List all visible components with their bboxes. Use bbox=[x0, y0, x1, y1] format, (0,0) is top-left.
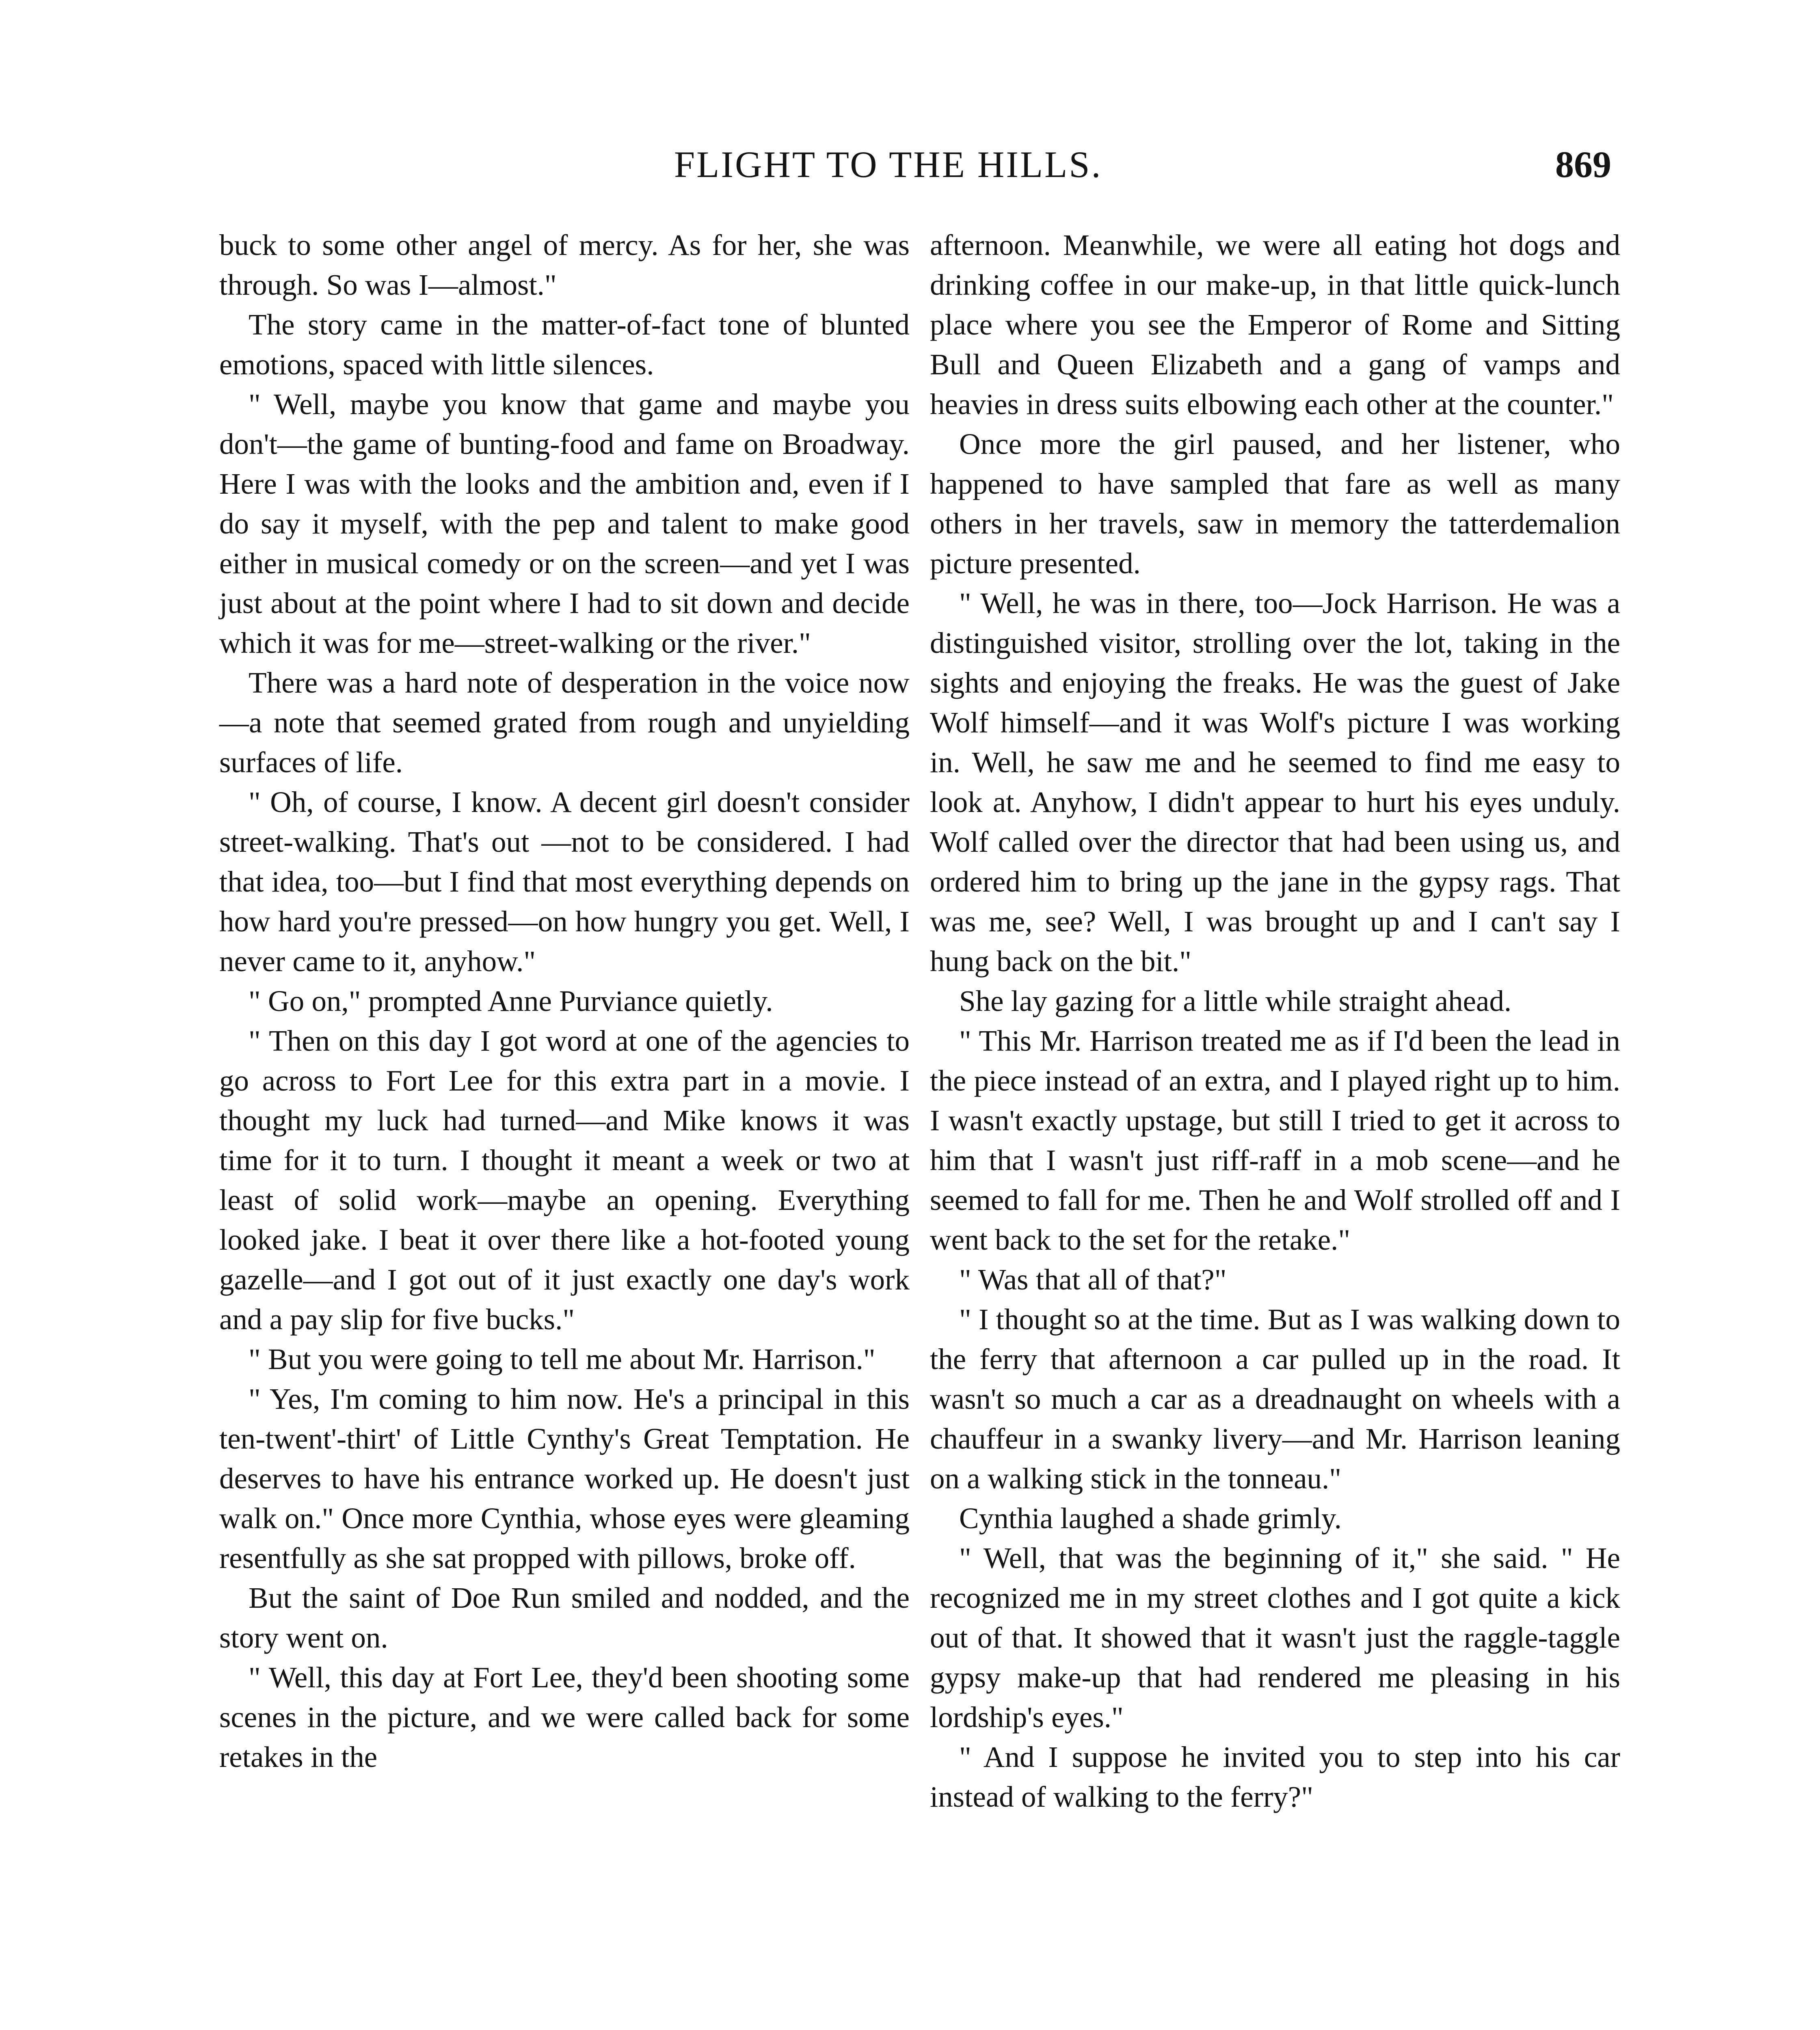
paragraph: " I thought so at the time. But as I was walking down to the ferry that afternoon a car pulled up in the road. It wasn't so much a car as a dreadnaught on wheels with a chauffeur in a swanky livery—and Mr. Harrison leaning on a walking stick in the tonneau." bbox=[930, 1303, 1620, 1495]
paragraph: " Well, maybe you know that game and maybe you don't—the game of bunting-food and fame on Broadway. Here I was with the looks and the ambition and, even if I do say it myself, with the pep and talent to make good either in musical comedy or on the screen—and yet I was just about at the point where I had to sit down and decide which it was for me—street-walking or the river." bbox=[219, 388, 910, 659]
page-number: 869 bbox=[1555, 144, 1611, 185]
paragraph: Cynthia laughed a shade grimly. bbox=[959, 1502, 1342, 1535]
paragraph: buck to some other angel of mercy. As for her, she was through. So was I—almost." bbox=[219, 229, 910, 301]
paragraph: afternoon. Meanwhile, we were all eating hot dogs and drinking coffee in our make-up, in that little quick-lunch place where you see the Emperor of Rome and Sitting Bull and Queen Elizabeth and a gang of vamps and heavies in dress suits elbowing each other at the counter." bbox=[930, 229, 1620, 421]
paragraph: " Well, this day at Fort Lee, they'd been shooting some scenes in the picture, and we were called back for some retakes in the bbox=[219, 1661, 910, 1773]
paragraph: " Then on this day I got word at one of the agencies to go across to Fort Lee for this extra part in a movie. I thought my luck had turned—and Mike knows it was time for it to turn. I thought it meant a week or two at least of solid work—maybe an opening. Everything looked jake. I beat it over there like a hot-footed young gazelle—and I got out of it just exactly one day's work and a pay slip for five bucks." bbox=[219, 1024, 910, 1336]
paragraph: " Oh, of course, I know. A decent girl doesn't consider street-walking. That's out —not to be considered. I had that idea, too—but I find that most everything depends on how hard you're pressed—on how hungry you get. Well, I never came to it, anyhow." bbox=[219, 786, 910, 978]
right-column bbox=[930, 225, 1620, 2030]
paragraph: " Yes, I'm coming to him now. He's a principal in this ten-twent'-thirt' of Little Cynthy's Great Temptation. He deserves to have his entrance worked up. He doesn't just walk on." Once more Cynthia, whose eyes were gleaming resentfully as she sat propped with pillows, broke off. bbox=[219, 1382, 910, 1574]
paragraph: " Well, he was in there, too—Jock Harrison. He was a distinguished visitor, strolling over the lot, taking in the sights and enjoying the freaks. He was the guest of Jake Wolf himself—and it was Wolf's picture I was working in. Well, he saw me and he seemed to find me easy to look at. Anyhow, I didn't appear to hurt his eyes unduly. Wolf called over the director that had been using us, and ordered him to bring up the jane in the gypsy rags. That was me, see? Well, I was brought up and I can't say I hung back on the bit." bbox=[930, 587, 1620, 978]
running-head: FLIGHT TO THE HILLS. bbox=[674, 144, 1102, 185]
paragraph: " Go on," prompted Anne Purviance quietly. bbox=[249, 985, 773, 1017]
paragraph: " And I suppose he invited you to step into his car instead of walking to the ferry?" bbox=[930, 1741, 1620, 1813]
paragraph: She lay gazing for a little while straight ahead. bbox=[959, 985, 1512, 1017]
paragraph: The story came in the matter-of-fact tone of blunted emotions, spaced with little silences. bbox=[219, 308, 910, 381]
paragraph: " But you were going to tell me about Mr. Harrison." bbox=[249, 1343, 875, 1376]
paragraph: " Well, that was the beginning of it," she said. " He recognized me in my street clothes and I got quite a kick out of that. It showed that it wasn't just the raggle-taggle gypsy make-up that had rendered me pleasing in his lordship's eyes." bbox=[930, 1542, 1620, 1734]
paragraph: " Was that all of that?" bbox=[959, 1263, 1227, 1296]
paragraph: There was a hard note of desperation in the voice now—a note that seemed grated from rough and unyielding surfaces of life. bbox=[219, 666, 910, 779]
paragraph: Once more the girl paused, and her listener, who happened to have sampled that fare as well as many others in her travels, saw in memory the tatterdemalion picture presented. bbox=[930, 428, 1620, 580]
left-column bbox=[219, 225, 910, 2030]
paragraph: " This Mr. Harrison treated me as if I'd been the lead in the piece instead of an extra, and I played right up to him. I wasn't exactly upstage, but still I tried to get it across to him that I wasn't just riff-raff in a mob scene—and he seemed to fall for me. Then he and Wolf strolled off and I went back to the set for the retake." bbox=[930, 1024, 1620, 1256]
paragraph: But the saint of Doe Run smiled and nodded, and the story went on. bbox=[219, 1581, 910, 1654]
page-header bbox=[0, 143, 1820, 192]
